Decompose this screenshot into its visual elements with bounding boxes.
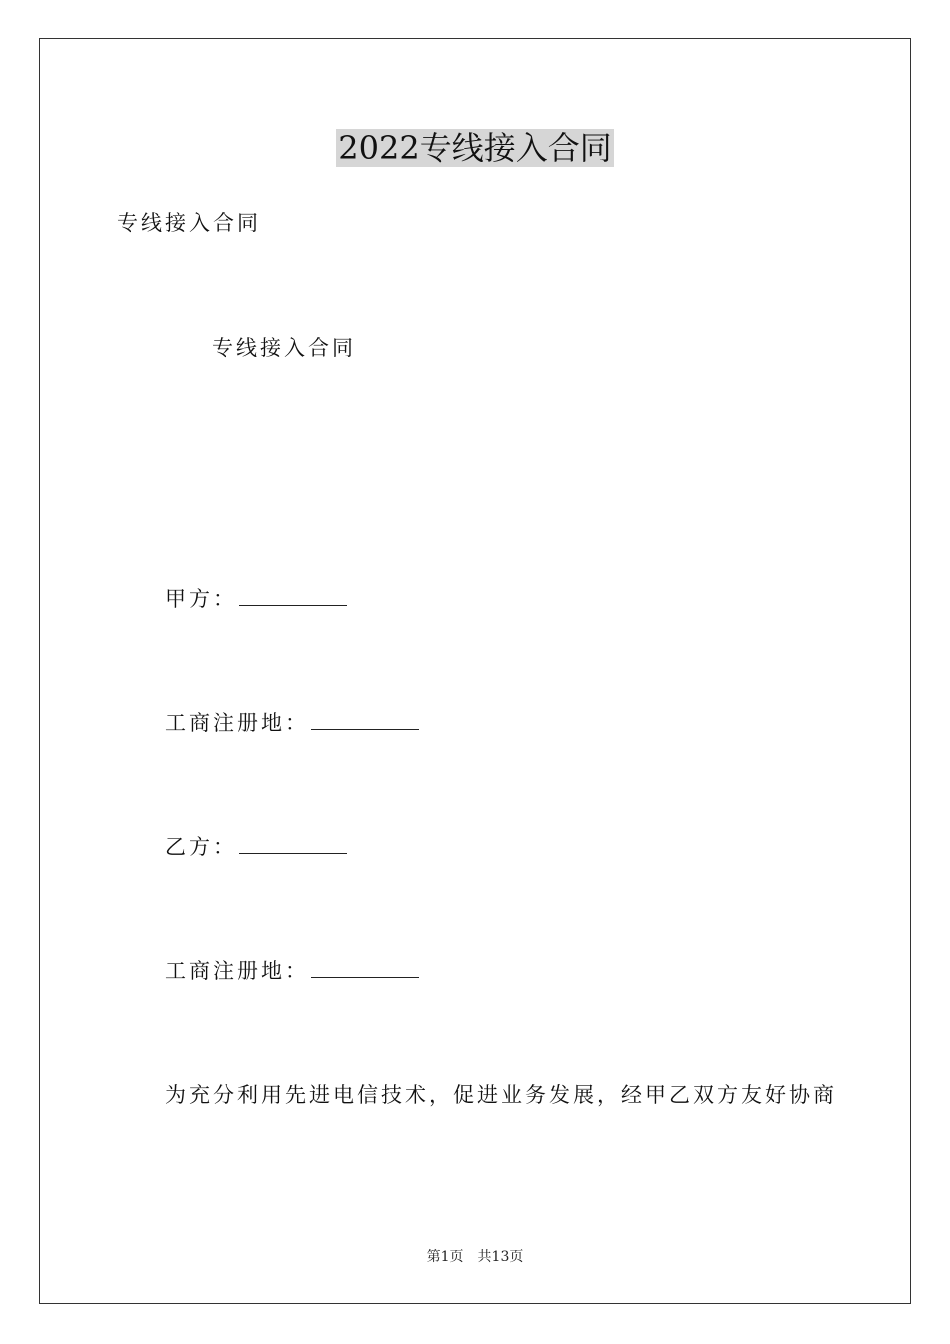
- party-b-label: 乙方：: [165, 835, 237, 859]
- subtitle-left: 专线接入合同: [117, 211, 261, 235]
- party-a-line: [165, 584, 347, 614]
- party-a-label: 甲方：: [165, 587, 237, 611]
- party-a-address-line: [165, 708, 419, 738]
- party-b-address-blank: [311, 957, 419, 978]
- page-current: 第1页: [426, 1249, 464, 1265]
- party-a-blank: [239, 585, 347, 606]
- party-b-line: [165, 832, 347, 862]
- party-a-address-blank: [311, 709, 419, 730]
- document-title-text: 2022专线接入合同: [338, 129, 612, 167]
- page-total: 共13页: [477, 1249, 524, 1265]
- body-paragraph: 为充分利用先进电信技术，促进业务发展，经甲乙双方友好协商: [165, 1083, 837, 1107]
- subtitle-indented: 专线接入合同: [212, 336, 356, 360]
- party-b-address-label: 工商注册地：: [165, 959, 309, 983]
- document-title: [0, 126, 950, 170]
- party-b-blank: [239, 833, 347, 854]
- page-footer: [0, 1247, 950, 1267]
- party-b-address-line: [165, 956, 419, 986]
- party-a-address-label: 工商注册地：: [165, 711, 309, 735]
